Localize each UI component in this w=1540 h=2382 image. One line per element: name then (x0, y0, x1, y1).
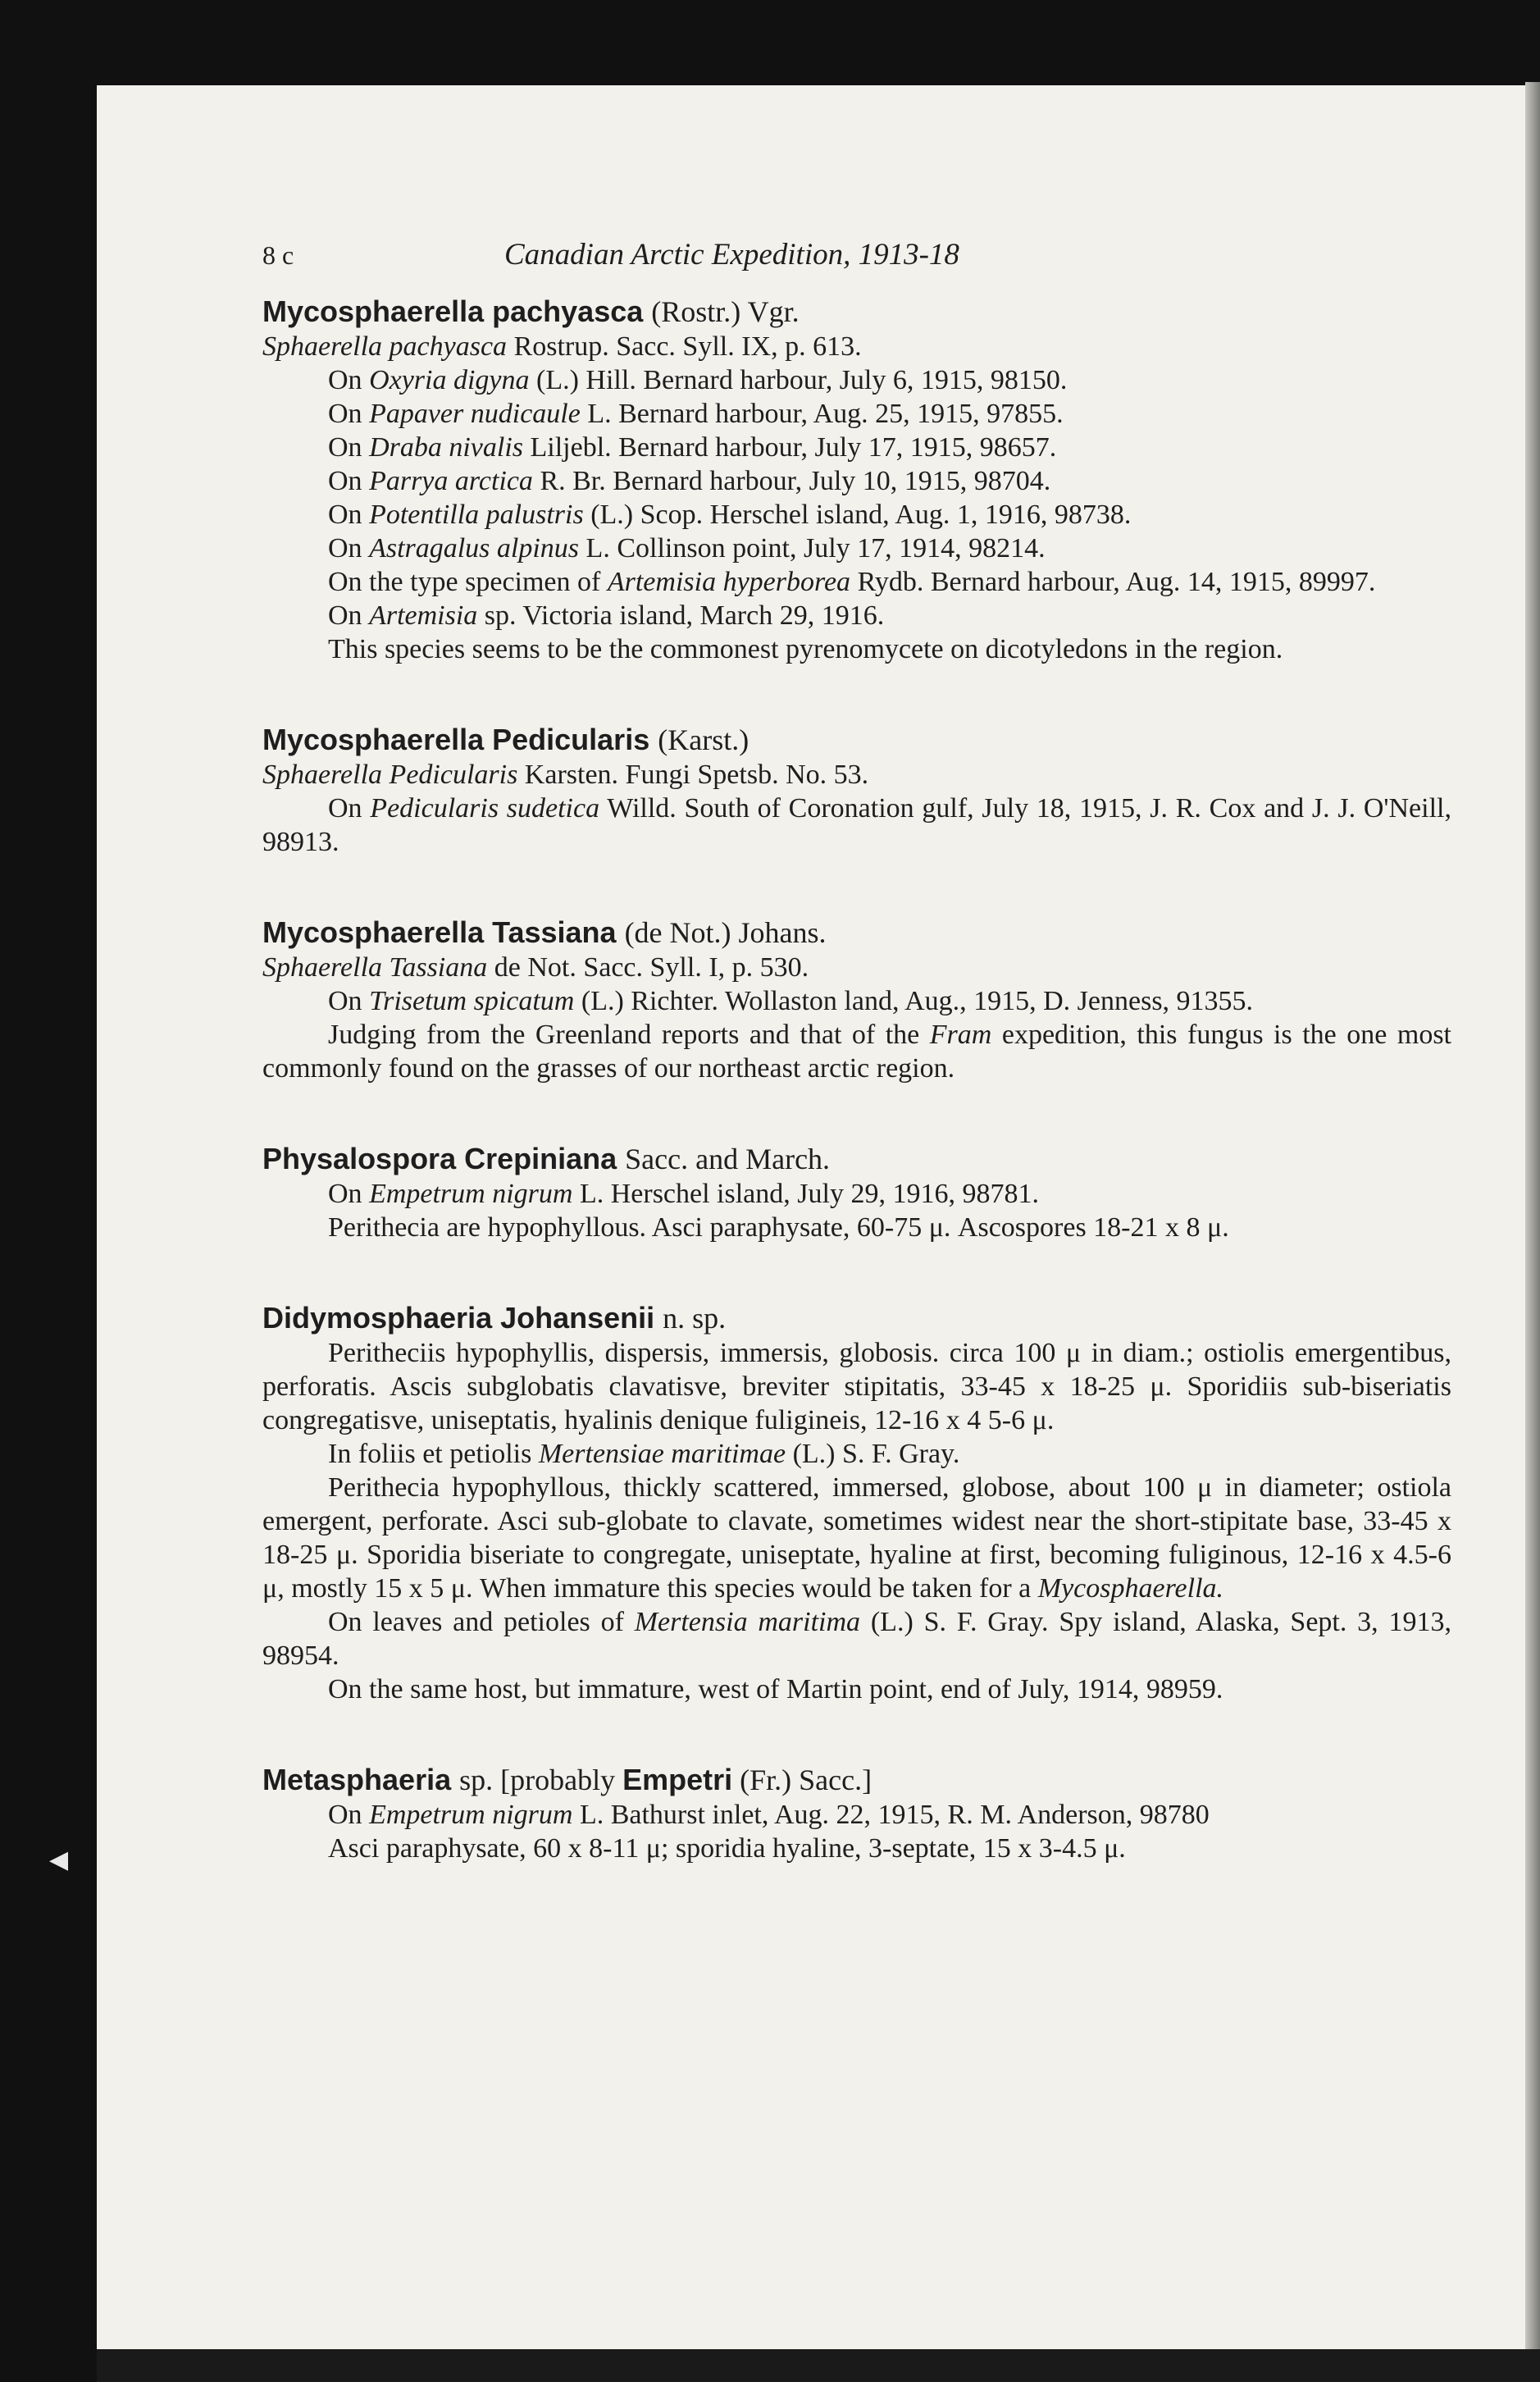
record-line: On Potentilla palustris (L.) Scop. Herschel island, Aug. 1, 1916, 98738. (328, 500, 1132, 530)
host-name: Astragalus alpinus (369, 533, 580, 564)
species-heading (262, 294, 1451, 330)
species-author: (de Not.) Johans. (624, 916, 827, 949)
epithet: Empetri (622, 1763, 733, 1796)
record-line: On the same host, but immature, west of Martin point, end of July, 1914, 98959. (328, 1674, 1223, 1704)
species-heading (262, 1762, 1451, 1798)
species-name: Physalospora Crepiniana (262, 1142, 617, 1175)
host-name: Pedicularis sudetica (370, 793, 600, 824)
page-number: 8 c (262, 240, 294, 270)
species-entry (262, 1141, 1451, 1244)
record-line: On Trisetum spicatum (L.) Richter. Wollaston land, Aug., 1915, D. Jenness, 91355. (328, 986, 1254, 1016)
synonym-reference: Karsten. Fungi Spetsb. No. 53. (524, 760, 869, 790)
host-name: Mertensiae maritimae (538, 1439, 786, 1469)
species-note: Asci paraphysate, 60 x 8-11 μ; sporidia hyaline, 3-septate, 15 x 3-4.5 μ. (328, 1833, 1126, 1864)
running-title: Canadian Arctic Expedition, 1913-18 (504, 238, 959, 272)
record-line: On Artemisia sp. Victoria island, March 29, 1916. (328, 600, 885, 631)
species-heading (262, 1300, 1451, 1336)
host-name: Empetrum nigrum (369, 1800, 573, 1830)
record-line: On the type specimen of Artemisia hyperborea Rydb. Bernard harbour, Aug. 14, 1915, 89997. (328, 567, 1376, 597)
record-line: On Empetrum nigrum L. Bathurst inlet, Aug. 22, 1915, R. M. Anderson, 98780 (328, 1800, 1210, 1830)
species-heading (262, 722, 1451, 758)
page-content (262, 238, 1451, 1921)
synonym-reference: Rostrup. Sacc. Syll. IX, p. 613. (513, 331, 862, 362)
species-entry (262, 294, 1451, 666)
page-header (262, 238, 1451, 272)
species-name: Didymosphaeria Johansenii (262, 1301, 655, 1335)
record-line: On Pedicularis sudetica Willd. South of Coronation gulf, July 18, 1915, J. R. Cox and J. J. O'Neill, 98913. (262, 793, 1451, 857)
latin-description: Peritheciis hypophyllis, dispersis, immersis, globosis. circa 100 μ in diam.; ostiolis emergentibus, perforatis. Ascis subglobatis clavatisve, breviter stipitatis, 33-45 x 18-25 μ. Sporidiis sub-biseriatis congregatisve, uniseptatis, hyalinis denique fuligineis, 12-16 x 4 5-6 μ. (262, 1338, 1451, 1435)
english-description: Perithecia hypophyllous, thickly scattered, immersed, globose, about 100 μ in diameter; ostiola emergent, perforate. Asci sub-globate to clavate, sometimes widest near the short-stipitate base, 33-45 x 18-25 μ. Sporidia biseriate to congregate, uniseptate, hyaline at first, becoming fuliginous, 12-16 x 4.5-6 μ, mostly 15 x 5 μ. When immature this species would be taken for a Mycosphaerella. (262, 1472, 1451, 1604)
species-entry (262, 915, 1451, 1085)
species-author: n. sp. (663, 1302, 727, 1335)
species-entry (262, 722, 1451, 859)
host-name: Mertensia maritima (634, 1607, 861, 1637)
species-heading (262, 1141, 1451, 1177)
host-name: Papaver nudicaule (369, 399, 581, 429)
synonym-reference: de Not. Sacc. Syll. I, p. 530. (494, 952, 809, 983)
species-name: Mycosphaerella pachyasca (262, 294, 644, 328)
species-author: (Karst.) (658, 723, 749, 756)
latin-host-line: In foliis et petiolis Mertensiae maritimae (L.) S. F. Gray. (328, 1439, 960, 1469)
genus-reference: Mycosphaerella. (1037, 1573, 1224, 1604)
record-line: On leaves and petioles of Mertensia maritima (L.) S. F. Gray. Spy island, Alaska, Sept. 3, 1913, 98954. (262, 1607, 1451, 1671)
record-line: On Draba nivalis Liljebl. Bernard harbour, July 17, 1915, 98657. (328, 432, 1057, 463)
margin-arrow-mark: ◀ (49, 1846, 69, 1873)
species-note: Perithecia are hypophyllous. Asci paraphysate, 60-75 μ. Ascospores 18-21 x 8 μ. (328, 1212, 1229, 1243)
host-name: Empetrum nigrum (369, 1179, 573, 1209)
expedition-name: Fram (929, 1020, 992, 1050)
species-heading (262, 915, 1451, 951)
species-note: This species seems to be the commonest pyrenomycete on dicotyledons in the region. (328, 634, 1283, 664)
species-name: Mycosphaerella Pedicularis (262, 723, 650, 756)
host-name: Artemisia hyperborea (607, 567, 851, 597)
synonym-name: Sphaerella Pedicularis (262, 760, 518, 790)
host-name: Artemisia (369, 600, 478, 631)
species-entry (262, 1762, 1451, 1865)
host-name: Parrya arctica (369, 466, 533, 496)
species-name: Metasphaeria (262, 1763, 452, 1796)
record-line: On Empetrum nigrum L. Herschel island, July 29, 1916, 98781. (328, 1179, 1039, 1209)
species-author: sp. [probably Empetri (Fr.) Sacc.] (459, 1763, 873, 1796)
page-edge (1525, 82, 1540, 2382)
record-line: On Astragalus alpinus L. Collinson point, July 17, 1914, 98214. (328, 533, 1046, 564)
host-name: Oxyria digyna (369, 365, 530, 395)
species-name: Mycosphaerella Tassiana (262, 915, 617, 949)
species-entry (262, 1300, 1451, 1706)
record-line: On Oxyria digyna (L.) Hill. Bernard harbour, July 6, 1915, 98150. (328, 365, 1068, 395)
synonym-name: Sphaerella Tassiana (262, 952, 488, 983)
species-note: Judging from the Greenland reports and that of the Fram expedition, this fungus is the one most commonly found on the grasses of our northeast arctic region. (262, 1020, 1451, 1084)
record-line: On Parrya arctica R. Br. Bernard harbour, July 10, 1915, 98704. (328, 466, 1051, 496)
scan-border (97, 2349, 1540, 2382)
host-name: Draba nivalis (369, 432, 524, 463)
host-name: Trisetum spicatum (369, 986, 575, 1016)
record-line: On Papaver nudicaule L. Bernard harbour, Aug. 25, 1915, 97855. (328, 399, 1064, 429)
synonym-line (262, 951, 1451, 984)
species-author: Sacc. and March. (625, 1143, 831, 1175)
species-author: (Rostr.) Vgr. (651, 295, 800, 328)
synonym-name: Sphaerella pachyasca (262, 331, 508, 362)
host-name: Potentilla palustris (369, 500, 584, 530)
synonym-line (262, 330, 1451, 363)
synonym-line (262, 758, 1451, 792)
